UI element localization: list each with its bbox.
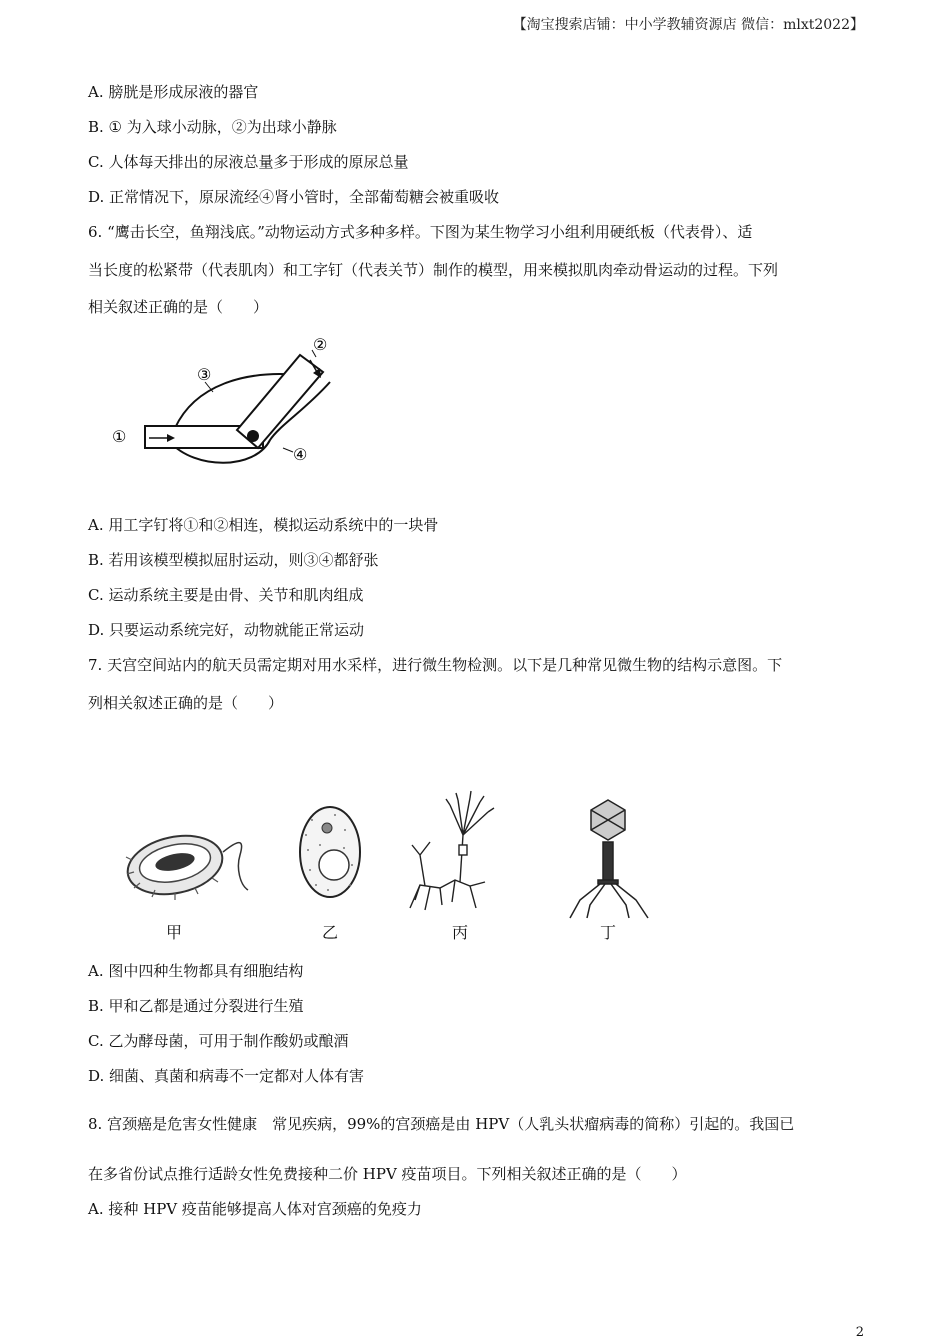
- mold-illustration: [410, 791, 494, 910]
- label-3: ③: [197, 365, 212, 384]
- q6-option-c: C. 运动系统主要是由骨、关节和肌肉组成: [88, 586, 364, 604]
- q7-option-d: D. 细菌、真菌和病毒不一定都对人体有害: [88, 1067, 365, 1085]
- q6-option-a: A. 用工字钉将①和②相连，模拟运动系统中的一块骨: [88, 516, 439, 534]
- label-1: ①: [112, 427, 127, 446]
- muscle-bone-model-figure: [105, 330, 345, 475]
- page-number: 2: [855, 1325, 864, 1340]
- bacteriophage-illustration: [570, 800, 648, 918]
- q5-option-b: B. ① 为入球小动脉，②为出球小静脉: [88, 118, 337, 136]
- label-4: ④: [293, 445, 308, 464]
- q6-stem-line-3: 相关叙述正确的是（ ）: [88, 298, 269, 316]
- q6-stem-line-1: 6. “鹰击长空，鱼翔浅底。”动物运动方式多种多样。下图为某生物学习小组利用硬纸板（代表骨）、适: [88, 223, 753, 241]
- label-2: ②: [313, 335, 328, 354]
- q7-option-c: C. 乙为酵母菌，可用于制作酸奶或酿酒: [88, 1032, 349, 1050]
- q6-option-b: B. 若用该模型模拟屈肘运动，则③④都舒张: [88, 551, 379, 569]
- caption-ding: 丁: [600, 923, 617, 942]
- q7-stem-line-2: 列相关叙述正确的是（ ）: [88, 694, 284, 712]
- q7-option-b: B. 甲和乙都是通过分裂进行生殖: [88, 997, 304, 1015]
- q8-stem-line-1: 8. 宫颈癌是危害女性健康 常见疾病，99%的宫颈癌是由 HPV（人乳头状瘤病毒的简称）引起的。我国已: [88, 1115, 795, 1133]
- q7-option-a: A. 图中四种生物都具有细胞结构: [88, 962, 304, 980]
- caption-jia: 甲: [166, 923, 183, 942]
- q5-option-d: D. 正常情况下，原尿流经④肾小管时，全部葡萄糖会被重吸收: [88, 188, 500, 206]
- yeast-illustration: [300, 807, 360, 897]
- caption-yi: 乙: [322, 923, 339, 942]
- q5-option-a: A. 膀胱是形成尿液的器官: [88, 83, 259, 101]
- q5-option-c: C. 人体每天排出的尿液总量多于形成的原尿总量: [88, 153, 409, 171]
- q8-option-a: A. 接种 HPV 疫苗能够提高人体对宫颈癌的免疫力: [88, 1200, 422, 1218]
- q7-stem-line-1: 7. 天宫空间站内的航天员需定期对用水采样，进行微生物检测。以下是几种常见微生物的结构示意图。下: [88, 656, 783, 674]
- bacterium-illustration: [122, 828, 248, 903]
- q6-stem-line-2: 当长度的松紧带（代表肌肉）和工字钉（代表关节）制作的模型，用来模拟肌肉牵动骨运动的过程。下列: [88, 261, 779, 279]
- page-header: 【淘宝搜索店铺：中小学教辅资源店 微信：mlxt2022】: [512, 17, 864, 33]
- microorganisms-figure: [120, 790, 680, 920]
- caption-bing: 丙: [452, 923, 469, 942]
- q8-stem-line-2: 在多省份试点推行适龄女性免费接种二价 HPV 疫苗项目。下列相关叙述正确的是（ ）: [88, 1165, 687, 1183]
- q6-option-d: D. 只要运动系统完好，动物就能正常运动: [88, 621, 365, 639]
